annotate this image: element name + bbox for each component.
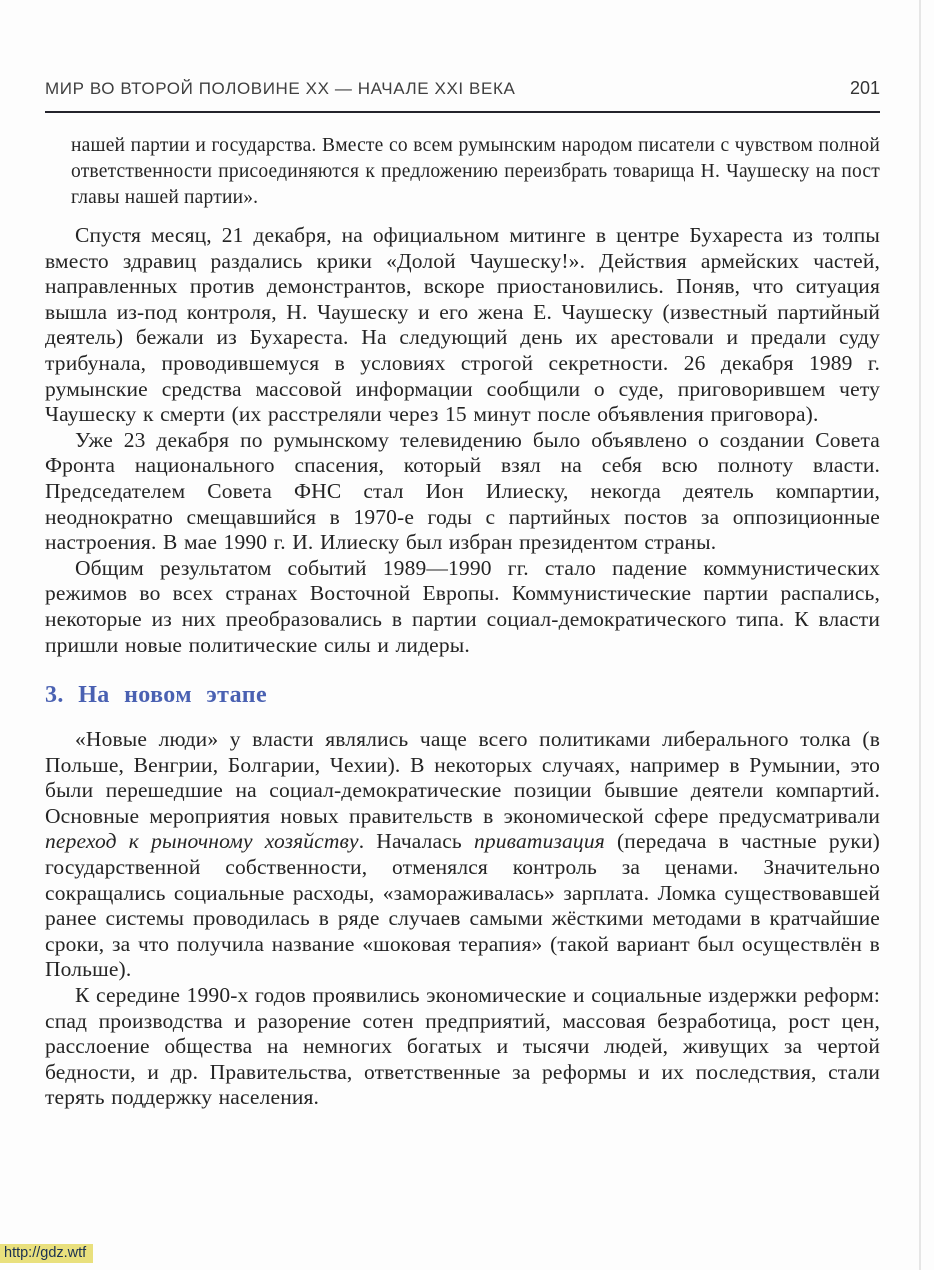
paragraph-new-people-reforms [45, 727, 880, 983]
watermark-link[interactable]: http://gdz.wtf [0, 1244, 93, 1263]
paragraph-ceausescu-fall: Спустя месяц, 21 декабря, на официальном митинге в центре Бухареста из толпы вместо здравиц раздались крики «Долой Чаушеску!». Действия армейских частей, направленных против демонстрантов, вскоре приостановились. Поняв, что ситуация вышла из-под контроля, Н. Чаушеску и его жена Е. Чаушеску (известный партийный деятель) бежали из Бухареста. На следующий день их арестовали и предали суду трибунала, проводившемуся в условиях строгой секретности. 26 декабря 1989 г. румынские средства массовой информации сообщили о суде, приговорившем чету Чаушеску к смерти (их расстреляли через 15 минут после объявления приговора). [45, 223, 880, 427]
paragraph-fns-council: Уже 23 декабря по румынскому телевидению было объявлено о создании Совета Фронта национального спасения, который взял на себя всю полноту власти. Председателем Совета ФНС стал Ион Илиеску, некогда деятель компартии, неоднократно смещавшийся в 1970-е годы с партийных постов за оппозиционные настроения. В мае 1990 г. И. Илиеску был избран президентом страны. [45, 427, 880, 555]
text-segment: . Началась [358, 829, 474, 854]
quote-continuation-paragraph: нашей партии и государства. Вместе со всем румынским народом писатели с чувством полной ответственности присоединяются к предложению переизбрать товарища Н. Чаушеску на пост главы нашей партии». [71, 135, 880, 208]
text-segment: «Новые люди» у власти являлись чаще всего политиками либерального толка (в Польше, Венгрии, Болгарии, Чехии). В некоторых случаях, например в Румынии, это были перешедшие на социал-демократические позиции бывшие деятели компартий. Основные мероприятия новых правительств в экономической сфере предусматривали [45, 727, 880, 828]
header-rule [45, 111, 880, 113]
paragraph-reform-costs: К середине 1990-х годов проявились экономические и социальные издержки реформ: спад производства и разорение сотен предприятий, массовая безработица, рост цен, расслоение общества на немногих богатых и тысячи людей, живущих за чертой бедности, и др. Правительства, ответственные за реформы и их последствия, стали терять поддержку населения. [45, 983, 880, 1110]
italic-term-market-economy: переход к рыночному хозяйству [45, 829, 359, 854]
running-head-title: МИР ВО ВТОРОЙ ПОЛОВИНЕ XX — НАЧАЛЕ XXI ВЕКА [45, 79, 516, 98]
paragraph-1989-1990-results: Общим результатом событий 1989—1990 гг. стало падение коммунистических режимов во всех странах Восточной Европы. Коммунистические партии распались, некоторые из них преобразовались в партии социал-демократического типа. К власти пришли новые политические силы и лидеры. [45, 555, 880, 657]
running-head [45, 78, 880, 99]
page-content [0, 78, 934, 1111]
text-segment: (передача в частные руки) государственной собственности, отменялся контроль за ценами. Значительно сокращались социальные расходы, «замораживалась» зарплата. Ломка существовавшей ранее системы проводилась в ряде случаев самыми жёсткими методами в кратчайшие сроки, за что получила название «шоковая терапия» (такой вариант был осуществлён в Польше). [45, 829, 880, 982]
section-heading-new-stage: 3. На новом этапе [45, 682, 268, 709]
italic-term-privatization: приватизация [473, 829, 605, 854]
page-number: 201 [849, 78, 880, 98]
